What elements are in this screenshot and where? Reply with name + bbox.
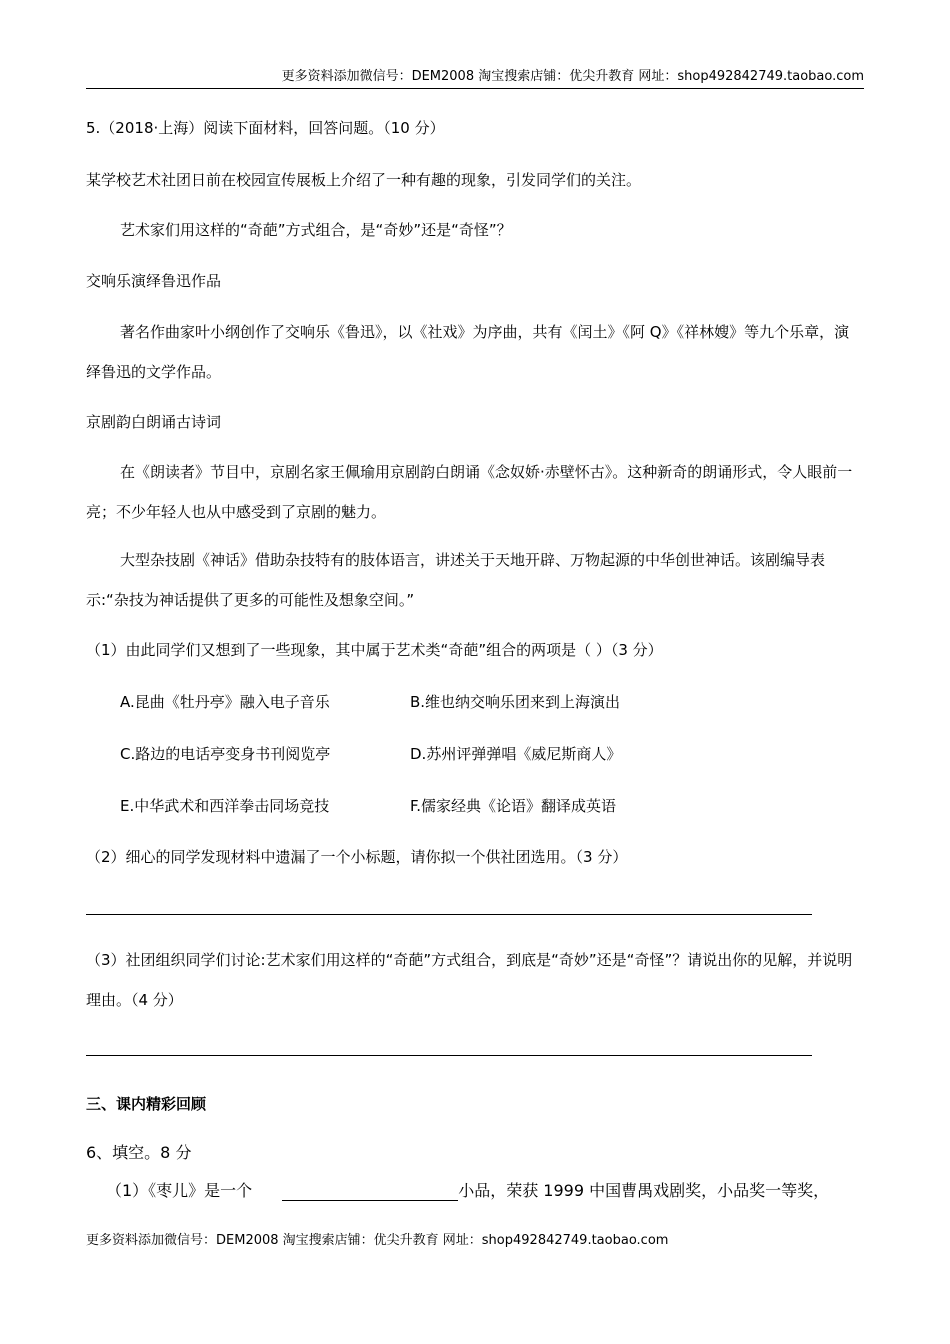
section-body-opera: 在《朗读者》节目中，京剧名家王佩瑜用京剧韵白朗诵《念奴娇·赤壁怀古》。这种新奇的朗诵形式，令人眼前一亮；不少年轻人也从中感受到了京剧的魅力。 [86, 463, 853, 521]
option-a[interactable]: A.昆曲《牡丹亭》融入电子音乐 [120, 693, 330, 711]
option-f[interactable]: F.儒家经典《论语》翻译成英语 [410, 797, 616, 815]
question-6-item-1-prefix: （1）《枣儿》是一个 [106, 1181, 253, 1200]
section-heading-symphony: 交响乐演绎鲁迅作品 [86, 272, 222, 290]
question-6-item-1-suffix: 小品，荣获 1999 中国曹禺戏剧奖，小品奖一等奖， [458, 1181, 830, 1200]
section-body-acrobatics: 大型杂技剧《神话》借助杂技特有的肢体语言，讲述关于天地开辟、万物起源的中华创世神话。该剧编导表示:“杂技为神话提供了更多的可能性及想象空间。” [86, 551, 826, 609]
question-5-intro: 某学校艺术社团日前在校园宣传展板上介绍了一种有趣的现象，引发同学们的关注。 [86, 171, 642, 189]
header-divider [86, 88, 864, 89]
section-heading-opera: 京剧韵白朗诵古诗词 [86, 413, 222, 431]
answer-line-2[interactable] [86, 914, 812, 915]
section-body-symphony: 著名作曲家叶小纲创作了交响乐《鲁迅》，以《社戏》为序曲，共有《闰土》《阿 Q》《祥林嫂》等九个乐章，演绎鲁迅的文学作品。 [86, 323, 850, 381]
sub-question-3-prompt: （3）社团组织同学们讨论:艺术家们用这样的“奇葩”方式组合，到底是“奇妙”还是“奇怪”？请说出你的见解，并说明理由。（4 分） [86, 951, 853, 1009]
option-b[interactable]: B.维也纳交响乐团来到上海演出 [410, 693, 621, 711]
question-6-title: 6、填空。8 分 [86, 1143, 192, 1162]
sub-question-2-prompt: （2）细心的同学发现材料中遗漏了一个小标题，请你拟一个供社团选用。（3 分） [86, 848, 628, 866]
sub-question-1-prompt: （1）由此同学们又想到了一些现象，其中属于艺术类“奇葩”组合的两项是（ ）（3 分） [86, 641, 663, 659]
section-3-title: 三、课内精彩回顾 [86, 1095, 207, 1113]
answer-line-3[interactable] [86, 1055, 812, 1056]
question-6-item-1 [106, 1181, 884, 1201]
option-d[interactable]: D.苏州评弹弹唱《威尼斯商人》 [410, 745, 622, 763]
option-c[interactable]: C.路边的电话亭变身书刊阅览亭 [120, 745, 331, 763]
page-header: 更多资料添加微信号：DEM2008 淘宝搜索店铺：优尖升教育 网址：shop492842749.taobao.com [281, 69, 864, 84]
option-e[interactable]: E.中华武术和西洋拳击同场竞技 [120, 797, 330, 815]
question-5-title: 5.（2018·上海）阅读下面材料，回答问题。（10 分） [86, 119, 445, 137]
page-footer: 更多资料添加微信号：DEM2008 淘宝搜索店铺：优尖升教育 网址：shop492842749.taobao.com [86, 1233, 669, 1248]
fill-blank-1[interactable] [282, 1182, 458, 1201]
question-5-lead: 艺术家们用这样的“奇葩”方式组合，是“奇妙”还是“奇怪”？ [120, 221, 512, 239]
